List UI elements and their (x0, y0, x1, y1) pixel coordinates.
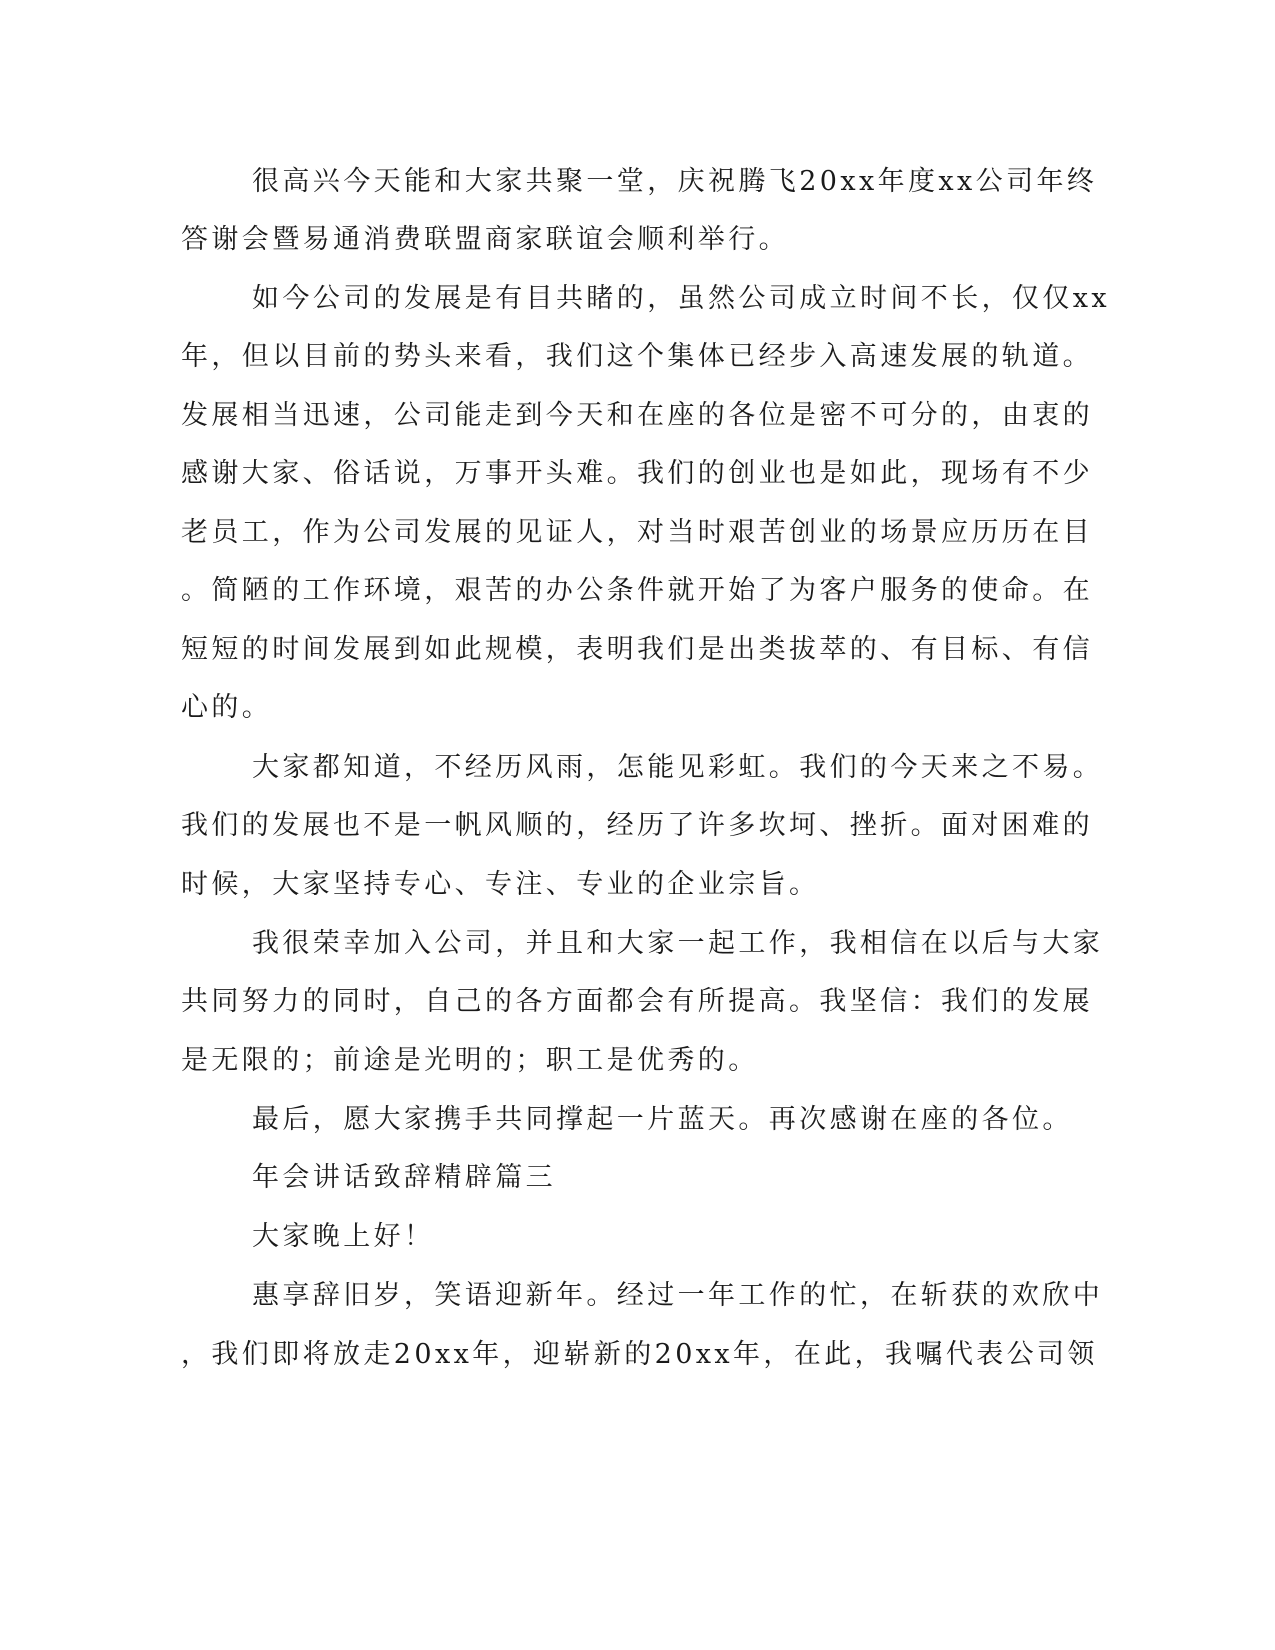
text-line: 时候，大家坚持专心、专注、专业的企业宗旨。 (181, 869, 820, 900)
text-line: 很高兴今天能和大家共聚一堂，庆祝腾飞20xx年度xx公司年终 (252, 166, 1098, 197)
text-line: 发展相当迅速，公司能走到今天和在座的各位是密不可分的，由衷的 (181, 400, 1093, 431)
text-line: 答谢会暨易通消费联盟商家联谊会顺利举行。 (181, 224, 789, 255)
text-line: 惠享辞旧岁，笑语迎新年。经过一年工作的忙，在斩获的欢欣中 (252, 1280, 1104, 1311)
text-line: 大家都知道，不经历风雨，怎能见彩虹。我们的今天来之不易。 (252, 752, 1104, 783)
text-line: 我们的发展也不是一帆风顺的，经历了许多坎坷、挫折。面对困难的 (181, 810, 1093, 841)
text-line: 短短的时间发展到如此规模，表明我们是出类拔萃的、有目标、有信 (181, 634, 1093, 665)
text-line: 最后，愿大家携手共同撑起一片蓝天。再次感谢在座的各位。 (252, 1104, 1073, 1135)
text-line: 我很荣幸加入公司，并且和大家一起工作，我相信在以后与大家 (252, 928, 1104, 959)
greeting-line: 大家晚上好！ (252, 1221, 435, 1252)
text-line: 感谢大家、俗话说，万事开头难。我们的创业也是如此，现场有不少 (181, 458, 1093, 489)
text-line: 是无限的；前途是光明的；职工是优秀的。 (181, 1045, 759, 1076)
text-line: ，我们即将放走20xx年，迎崭新的20xx年，在此，我嘱代表公司领 (181, 1339, 1098, 1370)
text-line: 老员工，作为公司发展的见证人，对当时艰苦创业的场景应历历在目 (181, 517, 1093, 548)
text-line: 年，但以目前的势头来看，我们这个集体已经步入高速发展的轨道。 (181, 341, 1093, 372)
section-heading: 年会讲话致辞精辟篇三 (252, 1162, 556, 1193)
text-line: 如今公司的发展是有目共睹的，虽然公司成立时间不长，仅仅xx (252, 283, 1111, 314)
text-line: 共同努力的同时，自己的各方面都会有所提高。我坚信：我们的发展 (181, 986, 1093, 1017)
text-line: 心的。 (181, 692, 273, 723)
text-line: 。简陋的工作环境，艰苦的办公条件就开始了为客户服务的使命。在 (181, 575, 1093, 606)
